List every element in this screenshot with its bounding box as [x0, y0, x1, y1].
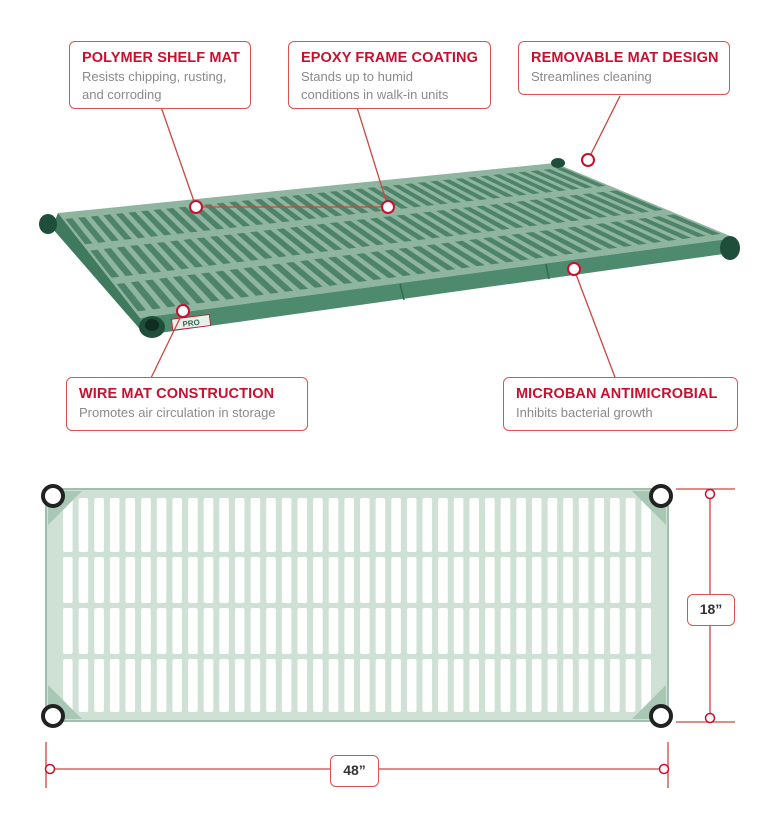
mat-slot — [485, 498, 495, 552]
mat-slot — [626, 659, 636, 712]
mat-slot — [485, 659, 495, 712]
mat-slot — [376, 557, 386, 603]
mat-slot — [63, 608, 73, 654]
mat-slot — [610, 608, 620, 654]
mat-slot — [251, 608, 261, 654]
mat-slot — [204, 498, 214, 552]
mat-slot — [172, 557, 182, 603]
mat-slot — [360, 498, 370, 552]
mat-slot — [219, 498, 229, 552]
callout-removable-mat-design — [518, 41, 730, 95]
mat-slot — [329, 659, 339, 712]
mat-slot — [172, 608, 182, 654]
mat-slot — [298, 608, 308, 654]
callout-desc-line: conditions in walk-in units — [301, 87, 449, 102]
mat-slot — [501, 498, 511, 552]
mat-slot — [235, 659, 245, 712]
mat-slot — [251, 498, 261, 552]
mat-slot — [313, 659, 323, 712]
mat-slot — [579, 498, 589, 552]
callout-wire-mat-construction — [66, 377, 308, 431]
mat-slot — [141, 557, 151, 603]
mat-slot — [469, 659, 479, 712]
mat-slot — [329, 608, 339, 654]
callout-desc-line: Streamlines cleaning — [531, 69, 652, 84]
mat-slot — [188, 659, 198, 712]
mat-slot — [344, 557, 354, 603]
mat-slot — [94, 498, 104, 552]
corner-post-icon — [43, 706, 63, 726]
mat-slot — [79, 498, 89, 552]
mat-slot — [313, 608, 323, 654]
mat-slot — [376, 659, 386, 712]
corner-post-icon — [43, 486, 63, 506]
mat-slot — [548, 498, 558, 552]
mat-slot — [610, 498, 620, 552]
mat-slot — [563, 608, 573, 654]
mat-slot — [298, 659, 308, 712]
mat-slot — [595, 659, 605, 712]
callout-desc-line: Stands up to humid — [301, 69, 414, 84]
mat-slot — [579, 557, 589, 603]
mat-slot — [641, 608, 651, 654]
mat-slot — [282, 498, 292, 552]
mat-slot — [595, 608, 605, 654]
mat-slot — [641, 557, 651, 603]
mat-slot — [282, 659, 292, 712]
mat-slot — [423, 608, 433, 654]
mat-slot — [110, 608, 120, 654]
mat-slot — [344, 498, 354, 552]
mat-slot — [110, 498, 120, 552]
corner-post-icon — [651, 486, 671, 506]
mat-slot — [235, 608, 245, 654]
mat-slot — [126, 608, 136, 654]
mat-slot — [548, 557, 558, 603]
mat-slot — [188, 608, 198, 654]
mat-slot — [219, 557, 229, 603]
mat-slot — [548, 608, 558, 654]
mat-slot — [563, 557, 573, 603]
mat-slot — [110, 557, 120, 603]
mat-slot — [485, 608, 495, 654]
mat-slot — [141, 498, 151, 552]
mat-slot — [454, 498, 464, 552]
mat-slot — [407, 498, 417, 552]
mat-slot — [407, 659, 417, 712]
mat-slot — [313, 557, 323, 603]
mat-slot — [407, 608, 417, 654]
mat-slot — [501, 659, 511, 712]
mat-slot — [157, 659, 167, 712]
width-dimension-label: 48” — [330, 755, 379, 787]
mat-slot — [516, 608, 526, 654]
mat-slot — [251, 659, 261, 712]
mat-slot — [516, 498, 526, 552]
mat-slot — [376, 498, 386, 552]
mat-slot — [454, 608, 464, 654]
mat-slot — [563, 659, 573, 712]
mat-slot — [79, 659, 89, 712]
mat-slot — [469, 608, 479, 654]
marker-dot-icon — [582, 154, 594, 166]
mat-slot — [126, 557, 136, 603]
mat-slot — [282, 608, 292, 654]
callout-title: REMOVABLE MAT DESIGN — [531, 50, 719, 66]
mat-slot — [595, 498, 605, 552]
mat-slot — [391, 557, 401, 603]
mat-slot — [94, 659, 104, 712]
mat-slot — [126, 498, 136, 552]
marker-dot-icon — [177, 305, 189, 317]
callout-desc-line: Inhibits bacterial growth — [516, 405, 653, 420]
mat-slot — [266, 659, 276, 712]
marker-dot-icon — [568, 263, 580, 275]
mat-slot — [204, 557, 214, 603]
callout-desc-line: Resists chipping, rusting, — [82, 69, 227, 84]
mat-slot — [469, 498, 479, 552]
corner-post-icon — [651, 706, 671, 726]
mat-slot — [126, 659, 136, 712]
mat-slot — [251, 557, 261, 603]
mat-slot — [501, 557, 511, 603]
corner-post-icon — [551, 158, 565, 168]
mat-slot — [204, 608, 214, 654]
mat-slot — [157, 498, 167, 552]
mat-slot — [454, 557, 464, 603]
mat-slot — [485, 557, 495, 603]
mat-slot — [235, 557, 245, 603]
mat-slot — [266, 557, 276, 603]
callout-title: POLYMER SHELF MAT — [82, 50, 240, 66]
mat-slot — [610, 557, 620, 603]
mat-slot — [204, 659, 214, 712]
mat-slot — [516, 557, 526, 603]
mat-slot — [141, 608, 151, 654]
callout-polymer-shelf-mat — [69, 41, 251, 109]
mat-slot — [532, 608, 542, 654]
callout-desc-line: and corroding — [82, 87, 162, 102]
mat-slot — [360, 659, 370, 712]
mat-slot — [438, 659, 448, 712]
callout-epoxy-frame-coating — [288, 41, 491, 109]
mat-slot — [313, 498, 323, 552]
mat-slot — [235, 498, 245, 552]
mat-slot — [391, 659, 401, 712]
mat-slot — [188, 498, 198, 552]
mat-slot — [266, 498, 276, 552]
mat-slot — [391, 498, 401, 552]
mat-slot — [79, 557, 89, 603]
mat-slot — [516, 659, 526, 712]
mat-slot — [469, 557, 479, 603]
depth-dimension-label: 18” — [687, 594, 735, 626]
callout-desc-line: Promotes air circulation in storage — [79, 405, 276, 420]
mat-slot — [548, 659, 558, 712]
mat-slot — [610, 659, 620, 712]
mat-slot — [423, 557, 433, 603]
mat-slot — [94, 608, 104, 654]
mat-slot — [157, 608, 167, 654]
mat-slot — [423, 498, 433, 552]
corner-post-icon — [720, 236, 740, 260]
mat-slot — [423, 659, 433, 712]
mat-slot — [266, 608, 276, 654]
mat-slot — [376, 608, 386, 654]
mat-slot — [298, 498, 308, 552]
mat-slot — [532, 659, 542, 712]
mat-slot — [157, 557, 167, 603]
callout-title: EPOXY FRAME COATING — [301, 50, 478, 66]
mat-slot — [219, 608, 229, 654]
mat-slot — [344, 608, 354, 654]
mat-slot — [563, 498, 573, 552]
shelf-top-view — [46, 489, 668, 721]
mat-slot — [344, 659, 354, 712]
marker-dot-icon — [382, 201, 394, 213]
mat-slot — [501, 608, 511, 654]
mat-slot — [172, 498, 182, 552]
brand-mark: PRO — [182, 317, 201, 329]
mat-slot — [141, 659, 151, 712]
mat-slot — [110, 659, 120, 712]
marker-dot-icon — [190, 201, 202, 213]
callout-microban-antimicrobial — [503, 377, 738, 431]
mat-slot — [579, 608, 589, 654]
mat-slot — [454, 659, 464, 712]
mat-slot — [407, 557, 417, 603]
mat-slot — [391, 608, 401, 654]
mat-slot — [298, 557, 308, 603]
mat-slot — [219, 659, 229, 712]
mat-slot — [79, 608, 89, 654]
mat-slot — [595, 557, 605, 603]
mat-slot — [438, 557, 448, 603]
callout-title: MICROBAN ANTIMICROBIAL — [516, 386, 718, 402]
mat-slot — [188, 557, 198, 603]
mat-slot — [94, 557, 104, 603]
callout-title: WIRE MAT CONSTRUCTION — [79, 386, 275, 402]
mat-slot — [626, 608, 636, 654]
mat-slot — [360, 557, 370, 603]
mat-slot — [438, 608, 448, 654]
mat-slot — [532, 498, 542, 552]
mat-slot — [532, 557, 542, 603]
corner-post-icon — [139, 316, 165, 338]
mat-slot — [172, 659, 182, 712]
mat-slot — [282, 557, 292, 603]
mat-slot — [63, 557, 73, 603]
mat-slot — [360, 608, 370, 654]
mat-slot — [329, 498, 339, 552]
mat-slot — [626, 498, 636, 552]
mat-slot — [438, 498, 448, 552]
corner-post-icon — [39, 214, 57, 234]
mat-slot — [626, 557, 636, 603]
mat-slot — [579, 659, 589, 712]
mat-slot — [329, 557, 339, 603]
